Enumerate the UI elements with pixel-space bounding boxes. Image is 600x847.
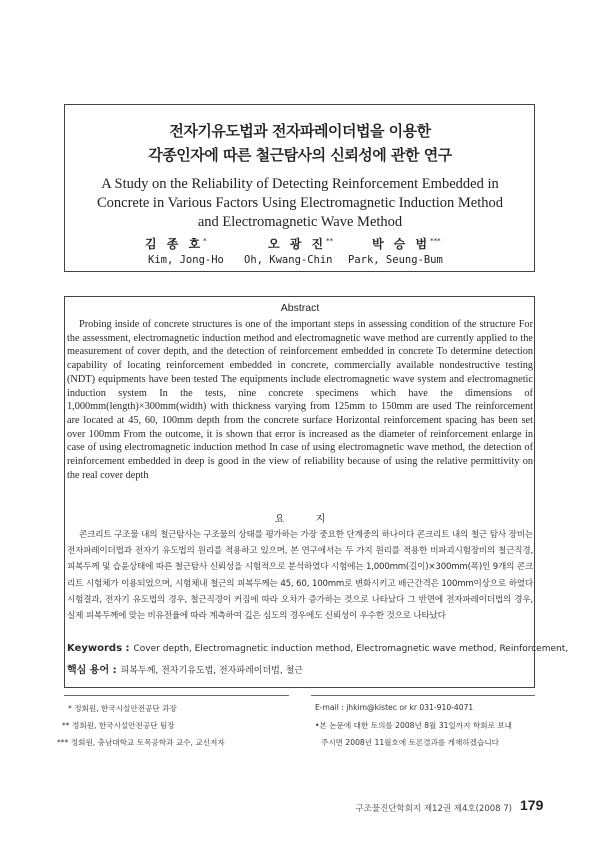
keywords-text: Cover depth, Electromagnetic induction method, Electromagnetic wave method, Reinforcement, — [133, 644, 569, 654]
english-title-line-1: A Study on the Reliability of Detecting Reinforcement Embedded in — [101, 176, 499, 192]
footnote-rule-left — [64, 695, 289, 696]
korean-summary-heading: 요 지 — [274, 514, 340, 525]
footnote-discussion-1: •본 논문에 대한 토의를 2008년 8월 31일까지 학회로 보내 — [315, 721, 512, 730]
keywords-label: Keywords : — [67, 643, 130, 654]
korean-keywords — [67, 661, 303, 676]
author-3-kr: 박 승 범*** — [372, 237, 441, 251]
author-2-en: Oh, Kwang-Chin — [244, 254, 333, 266]
footnote-email: E-mail : jhkim@kistec or kr 031-910-4071 — [315, 703, 474, 712]
footnote-author-3: *** 정회원, 충남대학교 토목공학과 교수, 교신저자 — [57, 738, 225, 747]
korean-keywords-label: 핵심 용어 : — [67, 665, 117, 676]
author-2-kr: 오 광 진** — [268, 237, 334, 251]
korean-title-line-1: 전자기유도법과 전자파레이더법을 이용한 — [169, 122, 431, 140]
author-1-kr: 김 종 호* — [145, 237, 207, 251]
english-title-line-3: and Electromagnetic Wave Method — [197, 214, 403, 230]
korean-title-line-2: 각종인자에 따른 철근탐사의 신뢰성에 관한 연구 — [148, 146, 452, 164]
korean-keywords-text: 피복두께, 전자기유도법, 전자파레이더법, 철근 — [120, 666, 303, 676]
keywords — [67, 643, 568, 654]
page-number: 179 — [520, 797, 544, 813]
english-title-line-2: Concrete in Various Factors Using Electromagnetic Induction Method — [96, 195, 504, 211]
footnote-rule-right — [311, 695, 535, 696]
journal-reference: 구조물진단학회지 제12권 제4호(2008 7) — [355, 804, 512, 814]
abstract-heading: Abstract — [280, 302, 320, 314]
abstract-text: Probing inside of concrete structures is one of the important steps in assessing condition of the structure For the assessment, electromagnetic induction method and electromagnetic wave method are currently applied to the measurement of cover depth, and the detection of reinforcement embedded in concrete To determine detection capability of locating reinforcement embedded in concrete, commercially available nondestructive testing (NDT) equipments have been tested The equipments include electromagnetic wave system and electromagnetic induction system In the tests, nine concrete specimens which have the dimensions of 1,000mm(length)×300mm(width) with thickness varying from 125mm to 150mm are used The reinforcement are located at 45, 60, 100mm depth from the concrete surface Horizontal reinforcement spacing has been set over 100mm From the outcome, it is shown that error is increased as the diameter of reinforcement enlarge in case of using electromagnetic induction method In case of using electromagnetic wave method, the detection of reinforcement embedded in deep is good in the view of reliability because of using the relative permittivity on the real cover depth — [67, 319, 533, 481]
footnote-author-2: ** 정회원, 한국시설안전공단 팀장 — [62, 721, 175, 730]
footnote-author-1: * 정회원, 한국시설안전공단 과장 — [68, 704, 177, 713]
author-3-en: Park, Seung-Bum — [348, 254, 443, 266]
footnote-discussion-2: 주시면 2008년 11월호에 토론결과를 게재하겠습니다 — [321, 738, 500, 747]
author-1-en: Kim, Jong-Ho — [148, 254, 224, 266]
korean-summary-text: 콘크리트 구조물 내의 철근탐사는 구조물의 상태를 평가하는 가장 중요한 단계중의 하나이다 콘크리트 내의 철근 탐사 장비는 전자파레이더법과 전자기 유도법의 원리를 적용하고 있으며, 본 연구에서는 두 가지 원리를 적용한 비파괴시험장비의 철근직경, 피복두께 및 습윤상태에 따른 철근탐사 신뢰성을 시험적으로 분석하였다 시험에는 1,000mm(길이)×300mm(폭)인 9개의 콘크리트 시험체가 이용되었으며, 시험체내 철근의 피복두께는 45, 60, 100mm로 변화시키고 배근간격은 100mm이상으로 하였다 시험결과, 전자기 유도법의 경우, 철근직경이 커짐에 따라 오차가 증가하는 것으로 나타났다 그 반면에 전자파레이더법의 경우, 실제 피복두께에 맞는 비유전율에 따라 계측하여 깊은 심도의 경우에도 신뢰성이 우수한 것으로 나타났다 — [67, 530, 533, 622]
